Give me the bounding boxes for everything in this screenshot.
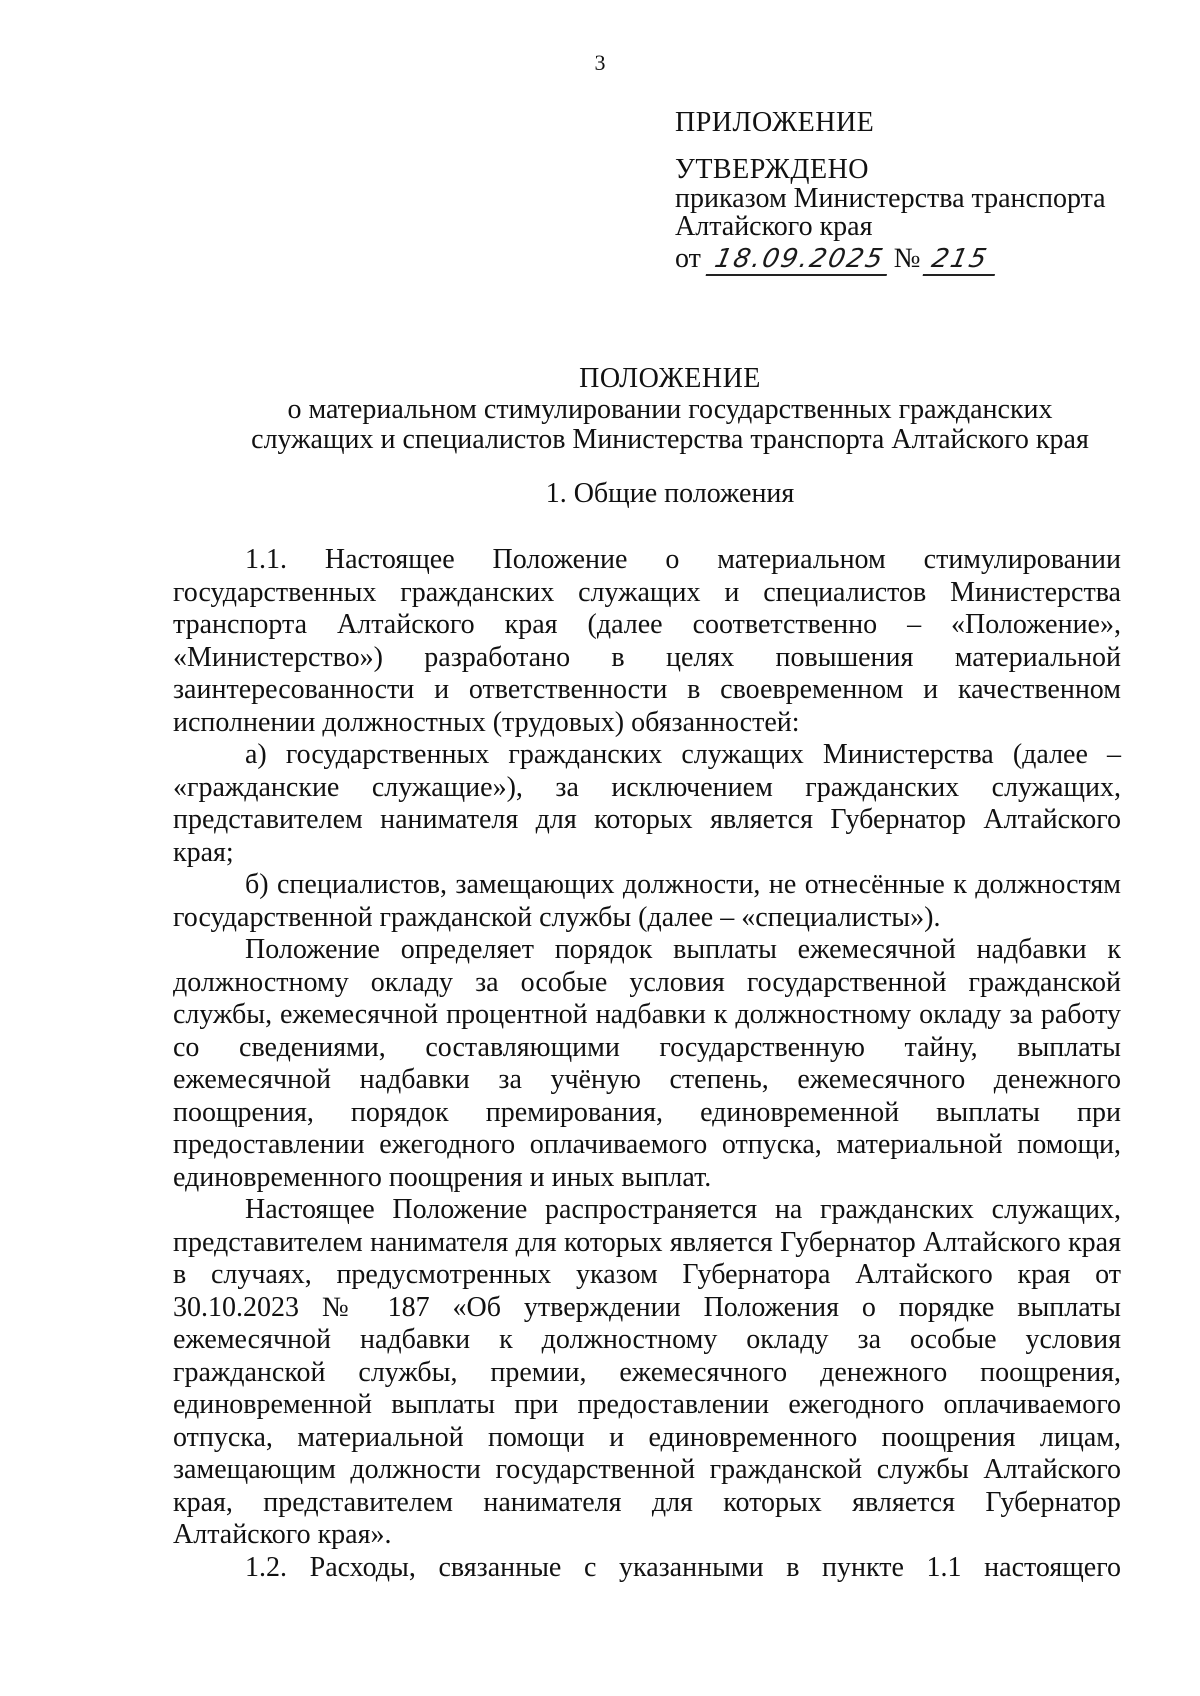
handwritten-date: 18.09.2025	[705, 244, 893, 276]
paragraph-item-a: а) государственных гражданских служащих Министерства (далее – «гражданские служащие»), за исключением гражданских служащих, представителем нанимателя для которых является Губернатор Алтайского края;	[173, 739, 1121, 868]
section-heading: 1. Общие положения	[545, 478, 795, 509]
date-prefix: от	[675, 243, 701, 274]
document-subtitle-line-2: служащих и специалистов Министерства транспорта Алтайского края	[251, 424, 1089, 455]
paragraph-payments: Положение определяет порядок выплаты ежемесячной надбавки к должностному окладу за особые условия государственной гражданской службы, ежемесячной процентной надбавки к должностному окладу за работу со сведениями, составляющими государственную тайну, выплаты ежемесячной надбавки за учёную степень, ежемесячного денежного поощрения, порядок премирования, единовременной выплаты при предоставлении ежегодного оплачиваемого отпуска, материальной помощи, единовременного поощрения и иных выплат.	[173, 934, 1121, 1193]
handwritten-number: 215	[923, 244, 1002, 276]
order-line-2: Алтайского края	[675, 211, 873, 242]
number-prefix: №	[893, 243, 921, 274]
document-title: ПОЛОЖЕНИЕ	[579, 363, 761, 394]
document-heading	[0, 363, 1200, 455]
paragraph-1-2: 1.2. Расходы, связанные с указанными в пункте 1.1 настоящего	[245, 1551, 1121, 1583]
approval-date-line	[675, 241, 1175, 277]
paragraph-1-1: 1.1. Настоящее Положение о материальном стимулировании государственных гражданских служащих и специалистов Министерства транспорта Алтайского края (далее соответственно – «Положение», «Министерство») разработано в целях повышения материальной заинтересованности и ответственности в своевременном и качественном исполнении должностных (трудовых) обязанностей:	[173, 544, 1121, 738]
paragraph-scope: Настоящее Положение распространяется на гражданских служащих, представителем нанимателя для которых является Губернатор Алтайского края в случаях, предусмотренных указом Губернатора Алтайского края от 30.10.2023 № 187 «Об утверждении Положения о порядке выплаты ежемесячной надбавки к должностному окладу за особые условия гражданской службы, премии, ежемесячного денежного поощрения, единовременной выплаты при предоставлении ежегодного оплачиваемого отпуска, материальной помощи и единовременного поощрения лицам, замещающим должности государственной гражданской службы Алтайского края, представителем нанимателя для которых является Губернатор Алтайского края».	[173, 1194, 1121, 1550]
body-text	[173, 544, 1121, 1584]
approved-title: УТВЕРЖДЕНО	[675, 154, 870, 185]
page-number: 3	[594, 50, 606, 75]
document-subtitle-line-1: о материальном стимулировании государственных гражданских	[287, 394, 1053, 425]
paragraph-item-b: б) специалистов, замещающих должности, не отнесённые к должностям государственной гражданской службы (далее – «специалисты»).	[173, 869, 1121, 933]
appendix-block	[675, 108, 1175, 277]
order-line-1: приказом Министерства транспорта	[675, 183, 1106, 214]
appendix-title: ПРИЛОЖЕНИЕ	[675, 107, 875, 138]
